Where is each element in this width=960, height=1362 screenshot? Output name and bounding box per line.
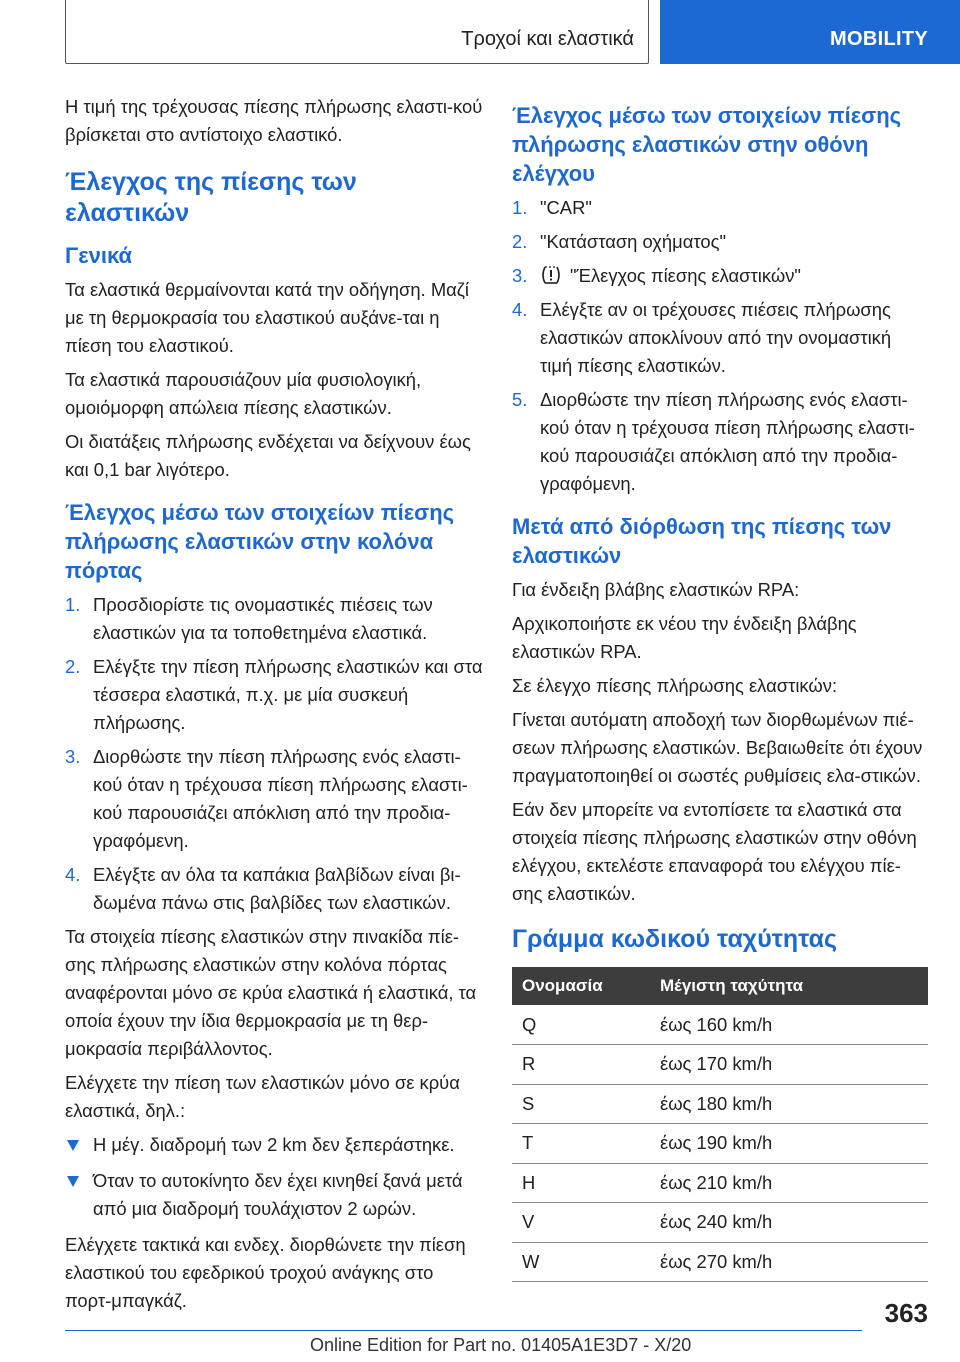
table-row: V έως 240 km/h bbox=[512, 1203, 928, 1243]
list-item: 3. Διορθώστε την πίεση πλήρωσης ενός ελαστι-κού όταν η τρέχουσα πίεση πλήρωσης ελαστι-κού παρουσιάζει απόκλιση από την προδια-γραφόμενη. bbox=[65, 746, 468, 851]
triangle-bullet-icon bbox=[67, 1140, 79, 1151]
list-item: 5. Διορθώστε την πίεση πλήρωσης ενός ελαστι-κού όταν η τρέχουσα πίεση πλήρωσης ελαστι-κού παρουσιάζει απόκλιση από την προδια-γραφόμενη. bbox=[512, 389, 915, 494]
table-row: S έως 180 km/h bbox=[512, 1084, 928, 1124]
table-header-row bbox=[512, 967, 928, 1005]
chapter-label: MOBILITY bbox=[830, 28, 928, 50]
column-header-designation: Ονομασία bbox=[512, 967, 650, 1005]
heading-speed-code: Γράμμα κωδικού ταχύτητας bbox=[512, 925, 838, 953]
general-paragraph-1: Τα ελαστικά θερμαίνονται κατά την οδήγηση. Μαζί με τη θερμοκρασία του ελαστικού αυξάνε-ται η πίεση του ελαστικού. bbox=[65, 279, 469, 356]
heading-door-pillar: Έλεγχος μέσω των στοιχείων πίεσης πλήρωσης ελαστικών στην κολόνα πόρτας bbox=[65, 500, 455, 583]
list-item: 2. "Κατάσταση οχήματος" bbox=[512, 231, 726, 252]
left-column bbox=[65, 93, 483, 1321]
table-row: R έως 170 km/h bbox=[512, 1045, 928, 1085]
column-header-max-speed: Μέγιστη ταχύτητα bbox=[650, 967, 928, 1005]
list-item: 4. Ελέγξτε αν όλα τα καπάκια βαλβίδων είναι βι-δωμένα πάνω στις βαλβίδες των ελαστικών. bbox=[65, 864, 461, 913]
heading-general: Γενικά bbox=[65, 243, 133, 268]
list-item: 3. "Έλεγχος πίεσης ελαστικών" bbox=[512, 265, 801, 286]
general-paragraph-3: Οι διατάξεις πλήρωσης ενδέχεται να δείχνουν έως και 0,1 bar λιγότερο. bbox=[65, 431, 471, 480]
list-item: 1. Προσδιορίστε τις ονομαστικές πιέσεις των ελαστικών για τα τοποθετημένα ελαστικά. bbox=[65, 594, 433, 643]
heading-check-pressure: Έλεγχος της πίεσης των ελαστικών bbox=[65, 168, 357, 227]
after-paragraph-1: Για ένδειξη βλάβης ελαστικών RPA: bbox=[512, 579, 800, 600]
section-title: Τροχοί και ελαστικά bbox=[461, 28, 634, 50]
triangle-bullet-icon bbox=[67, 1176, 79, 1187]
table-row: H έως 210 km/h bbox=[512, 1163, 928, 1203]
spare-wheel-paragraph: Ελέγχετε τακτικά και ενδεχ. διορθώνετε την πίεση ελαστικού του εφεδρικού τροχού ανάγκης στο πορτ-μπαγκάζ. bbox=[65, 1234, 466, 1311]
tire-pressure-warning-icon bbox=[540, 265, 562, 285]
cold-tire-bullets bbox=[65, 1131, 483, 1223]
after-paragraph-4: Γίνεται αυτόματη αποδοχή των διορθωμένων πιέ-σεων πλήρωσης ελαστικών. Βεβαιωθείτε ότι έχουν πραγματοποιηθεί οι σωστές ρυθμίσεις ελα-στικών. bbox=[512, 709, 923, 786]
chapter-tab bbox=[660, 0, 960, 64]
list-item: 4. Ελέγξτε αν οι τρέχουσες πιέσεις πλήρωσης ελαστικών αποκλίνουν από την ονομαστική τιμή πίεσης ελαστικών. bbox=[512, 299, 892, 376]
heading-control-display: Έλεγχος μέσω των στοιχείων πίεσης πλήρωσης ελαστικών στην οθόνη ελέγχου bbox=[512, 103, 902, 186]
header-section-box bbox=[65, 0, 649, 64]
door-steps-list bbox=[65, 591, 483, 917]
intro-paragraph: Η τιμή της τρέχουσας πίεσης πλήρωσης ελαστι-κού βρίσκεται στο αντίστοιχο ελαστικό. bbox=[65, 96, 483, 145]
page-number: 363 bbox=[884, 1298, 928, 1328]
list-item: 1. "CAR" bbox=[512, 197, 592, 218]
list-item: Όταν το αυτοκίνητο δεν έχει κινηθεί ξανά μετά από μια διαδρομή τουλάχιστον 2 ωρών. bbox=[65, 1167, 483, 1223]
footer-divider bbox=[65, 1330, 862, 1331]
door-paragraph-4: Τα στοιχεία πίεσης ελαστικών στην πινακίδα πίε-σης πλήρωσης ελαστικών στην κολόνα πόρτας αναφέρονται μόνο σε κρύα ελαστικά ή ελαστικά, τα οποία έχουν την ίδια θερμοκρασία με τη θερ-μοκρασία περιβάλλοντος. bbox=[65, 926, 477, 1059]
after-paragraph-2: Αρχικοποιήστε εκ νέου την ένδειξη βλάβης ελαστικών RPA. bbox=[512, 613, 857, 662]
after-paragraph-5: Εάν δεν μπορείτε να εντοπίσετε τα ελαστικά στα στοιχεία πίεσης πλήρωσης ελαστικών στην οθόνη ελέγχου, εκτελέστε επαναφορά του ελέγχου πίε-σης ελαστικών. bbox=[512, 799, 917, 904]
table-row: T έως 190 km/h bbox=[512, 1124, 928, 1164]
after-paragraph-3: Σε έλεγχο πίεσης πλήρωσης ελαστικών: bbox=[512, 675, 838, 696]
list-item: Η μέγ. διαδρομή των 2 km δεν ξεπεράστηκε. bbox=[65, 1131, 483, 1159]
list-item: 2. Ελέγξτε την πίεση πλήρωσης ελαστικών και στα τέσσερα ελαστικά, π.χ. με μία συσκευή πλήρωσης. bbox=[65, 656, 483, 733]
general-paragraph-2: Τα ελαστικά παρουσιάζουν μία φυσιολογική, ομοιόμορφη απώλεια πίεσης ελαστικών. bbox=[65, 369, 422, 418]
table-row: W έως 270 km/h bbox=[512, 1242, 928, 1282]
door-paragraph-5: Ελέγχετε την πίεση των ελαστικών μόνο σε κρύα ελαστικά, δηλ.: bbox=[65, 1072, 460, 1121]
right-column bbox=[512, 93, 928, 1282]
table-row: Q έως 160 km/h bbox=[512, 1005, 928, 1045]
display-steps-list bbox=[512, 194, 928, 498]
edition-footer: Online Edition for Part no. 01405A1E3D7 - X/20 bbox=[310, 1335, 692, 1355]
speed-code-table bbox=[512, 967, 928, 1282]
heading-after-correction: Μετά από διόρθωση της πίεσης των ελαστικών bbox=[512, 514, 892, 568]
